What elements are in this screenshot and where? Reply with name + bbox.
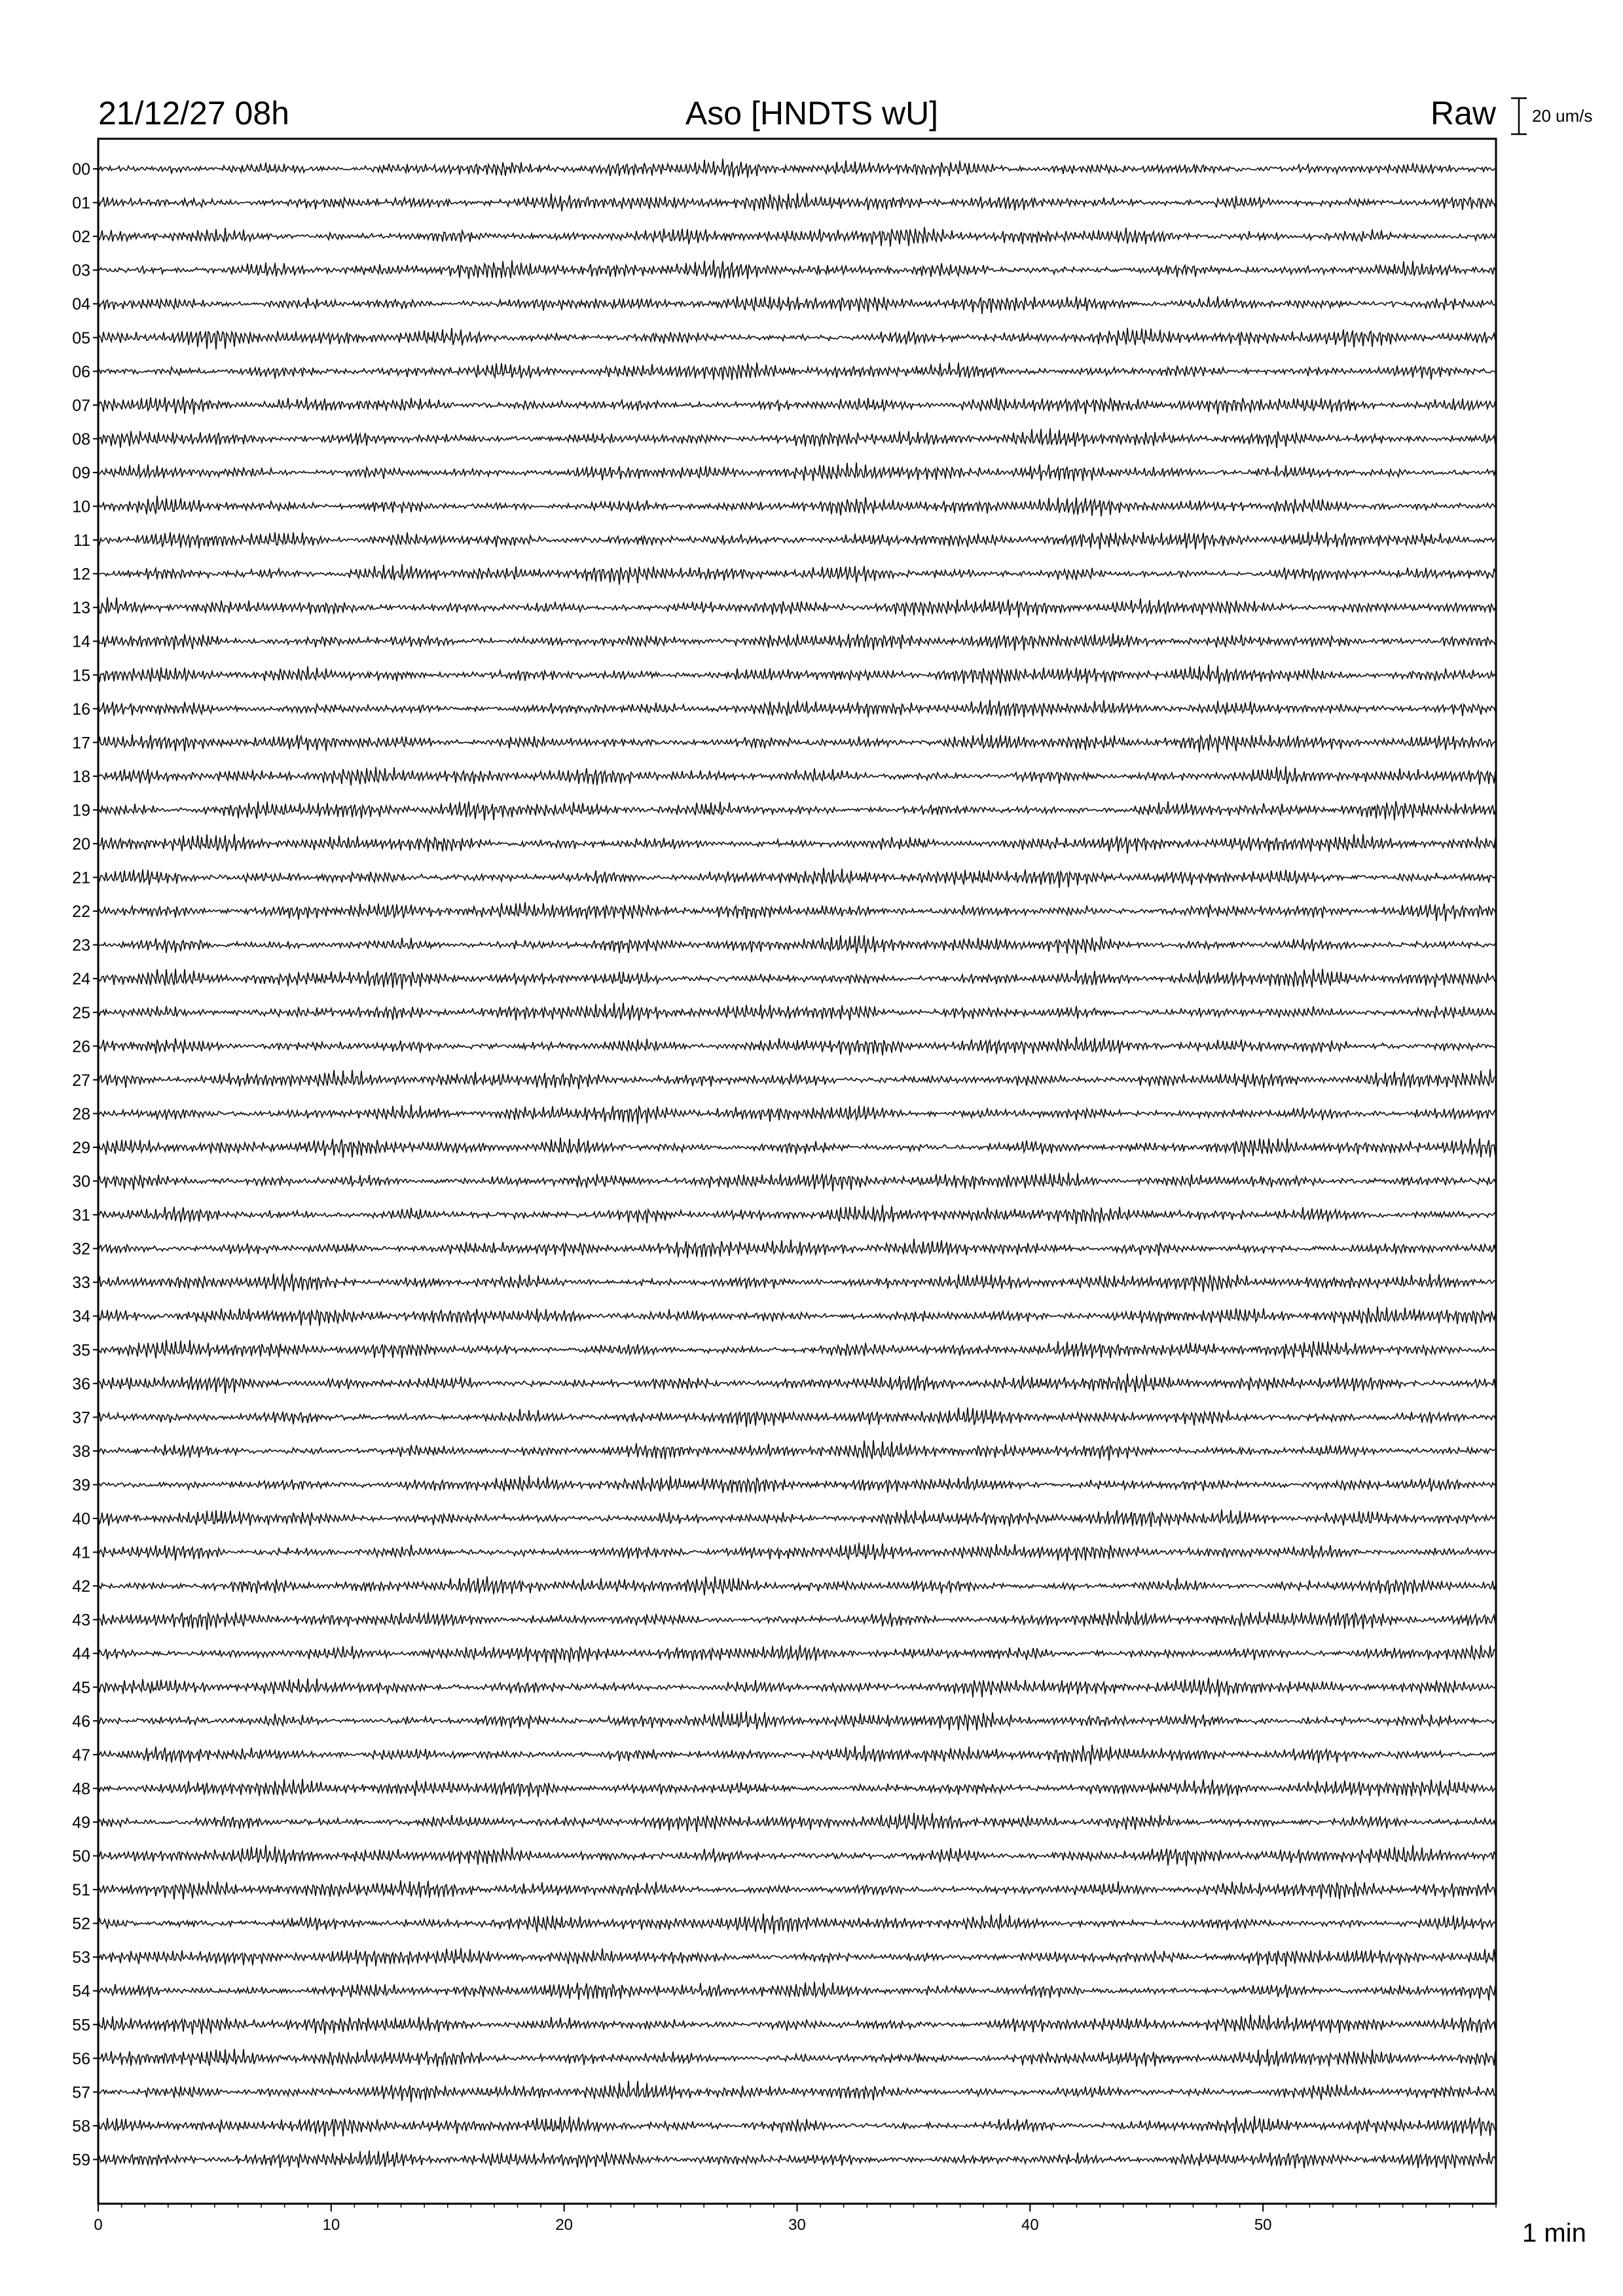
row-label-41: 41 — [72, 1543, 90, 1562]
x-axis-label: 1 min — [1522, 2219, 1586, 2248]
trace-24 — [98, 969, 1495, 989]
chart-title: Aso [HNDTS wU] — [685, 95, 939, 132]
trace-02 — [98, 227, 1495, 247]
row-label-03: 03 — [72, 261, 90, 280]
trace-43 — [98, 1611, 1495, 1630]
trace-01 — [98, 193, 1495, 211]
row-label-50: 50 — [72, 1847, 90, 1866]
scale-label: 20 um/s — [1532, 106, 1593, 126]
trace-36 — [98, 1374, 1495, 1394]
trace-10 — [98, 496, 1495, 516]
trace-38 — [98, 1441, 1495, 1461]
row-label-45: 45 — [72, 1678, 90, 1697]
trace-21 — [98, 868, 1495, 888]
row-label-05: 05 — [72, 329, 90, 348]
row-label-57: 57 — [72, 2083, 90, 2102]
trace-31 — [98, 1205, 1495, 1225]
scale-bar — [1511, 98, 1527, 134]
trace-05 — [98, 328, 1495, 350]
row-label-00: 00 — [72, 160, 90, 179]
row-label-08: 08 — [72, 430, 90, 449]
trace-27 — [98, 1069, 1495, 1089]
row-label-31: 31 — [72, 1206, 90, 1225]
trace-06 — [98, 363, 1495, 380]
trace-28 — [98, 1104, 1495, 1124]
row-label-37: 37 — [72, 1408, 90, 1427]
row-label-01: 01 — [72, 194, 90, 213]
trace-40 — [98, 1510, 1495, 1527]
trace-08 — [98, 428, 1495, 448]
row-label-07: 07 — [72, 396, 90, 415]
trace-48 — [98, 1779, 1495, 1797]
trace-03 — [98, 260, 1495, 279]
trace-35 — [98, 1340, 1495, 1358]
row-label-54: 54 — [72, 1982, 90, 2001]
row-label-55: 55 — [72, 2016, 90, 2035]
row-label-39: 39 — [72, 1476, 90, 1495]
row-label-18: 18 — [72, 767, 90, 786]
row-label-06: 06 — [72, 363, 90, 382]
trace-37 — [98, 1408, 1495, 1427]
row-label-52: 52 — [72, 1914, 90, 1933]
trace-47 — [98, 1745, 1495, 1765]
trace-57 — [98, 2081, 1495, 2102]
row-label-10: 10 — [72, 497, 90, 516]
row-label-59: 59 — [72, 2151, 90, 2170]
row-label-19: 19 — [72, 801, 90, 820]
trace-44 — [98, 1645, 1495, 1663]
row-label-36: 36 — [72, 1374, 90, 1393]
trace-20 — [98, 834, 1495, 854]
trace-04 — [98, 296, 1495, 314]
row-label-34: 34 — [72, 1307, 90, 1326]
x-axis — [94, 2204, 1496, 2234]
trace-13 — [98, 598, 1495, 618]
row-label-22: 22 — [72, 903, 90, 922]
x-tick-label-20: 20 — [555, 2216, 574, 2234]
row-label-14: 14 — [72, 632, 90, 651]
trace-26 — [98, 1037, 1495, 1056]
row-label-58: 58 — [72, 2117, 90, 2136]
row-label-27: 27 — [72, 1071, 90, 1090]
row-label-43: 43 — [72, 1611, 90, 1630]
row-label-20: 20 — [72, 835, 90, 853]
trace-39 — [98, 1475, 1495, 1494]
row-label-33: 33 — [72, 1274, 90, 1293]
trace-09 — [98, 463, 1495, 482]
trace-29 — [98, 1138, 1495, 1158]
row-label-26: 26 — [72, 1037, 90, 1056]
row-label-29: 29 — [72, 1138, 90, 1157]
mode-label: Raw — [1430, 95, 1496, 132]
row-label-38: 38 — [72, 1442, 90, 1461]
row-labels-group — [72, 160, 98, 2169]
trace-41 — [98, 1543, 1495, 1561]
trace-42 — [98, 1577, 1495, 1596]
trace-30 — [98, 1173, 1495, 1192]
trace-33 — [98, 1274, 1495, 1292]
row-label-12: 12 — [72, 565, 90, 584]
trace-52 — [98, 1914, 1495, 1934]
row-label-25: 25 — [72, 1003, 90, 1022]
row-label-42: 42 — [72, 1577, 90, 1596]
row-label-47: 47 — [72, 1746, 90, 1765]
row-label-40: 40 — [72, 1510, 90, 1528]
trace-58 — [98, 2116, 1495, 2136]
row-label-56: 56 — [72, 2049, 90, 2068]
row-label-51: 51 — [72, 1881, 90, 1900]
trace-18 — [98, 766, 1495, 786]
trace-12 — [98, 564, 1495, 584]
trace-34 — [98, 1306, 1495, 1326]
row-label-48: 48 — [72, 1780, 90, 1799]
trace-55 — [98, 2015, 1495, 2035]
row-label-11: 11 — [73, 531, 90, 550]
row-label-28: 28 — [72, 1105, 90, 1124]
x-tick-label-10: 10 — [322, 2216, 340, 2234]
trace-54 — [98, 1982, 1495, 2001]
row-label-16: 16 — [72, 700, 90, 719]
row-label-09: 09 — [72, 463, 90, 482]
trace-22 — [98, 902, 1495, 921]
trace-15 — [98, 664, 1495, 685]
row-label-04: 04 — [72, 295, 90, 314]
row-label-13: 13 — [72, 599, 90, 618]
row-label-23: 23 — [72, 936, 90, 955]
trace-17 — [98, 734, 1495, 753]
trace-00 — [98, 159, 1495, 178]
trace-49 — [98, 1813, 1495, 1833]
row-label-35: 35 — [72, 1341, 90, 1360]
trace-59 — [98, 2151, 1495, 2169]
row-label-15: 15 — [72, 666, 90, 685]
x-tick-label-50: 50 — [1254, 2216, 1272, 2234]
plot-frame — [98, 139, 1496, 2204]
trace-45 — [98, 1677, 1495, 1697]
row-label-53: 53 — [72, 1948, 90, 1967]
trace-07 — [98, 397, 1495, 414]
trace-50 — [98, 1845, 1495, 1866]
row-label-21: 21 — [72, 869, 90, 888]
x-tick-label-40: 40 — [1021, 2216, 1039, 2234]
trace-56 — [98, 2049, 1495, 2067]
x-tick-label-30: 30 — [788, 2216, 806, 2234]
row-label-17: 17 — [72, 734, 90, 753]
trace-11 — [98, 531, 1495, 549]
trace-46 — [98, 1712, 1495, 1731]
trace-51 — [98, 1880, 1495, 1899]
trace-19 — [98, 801, 1495, 821]
trace-25 — [98, 1003, 1495, 1020]
row-label-24: 24 — [72, 970, 90, 989]
trace-23 — [98, 935, 1495, 954]
trace-32 — [98, 1239, 1495, 1258]
row-label-32: 32 — [72, 1240, 90, 1259]
trace-53 — [98, 1948, 1495, 1966]
row-label-46: 46 — [72, 1712, 90, 1731]
row-label-30: 30 — [72, 1172, 90, 1191]
date-label: 21/12/27 08h — [98, 95, 289, 132]
x-tick-label-0: 0 — [94, 2216, 103, 2234]
traces-group — [98, 159, 1495, 2169]
row-label-44: 44 — [72, 1645, 90, 1664]
row-label-49: 49 — [72, 1813, 90, 1832]
row-label-02: 02 — [72, 228, 90, 247]
trace-14 — [98, 634, 1495, 651]
trace-16 — [98, 700, 1495, 717]
